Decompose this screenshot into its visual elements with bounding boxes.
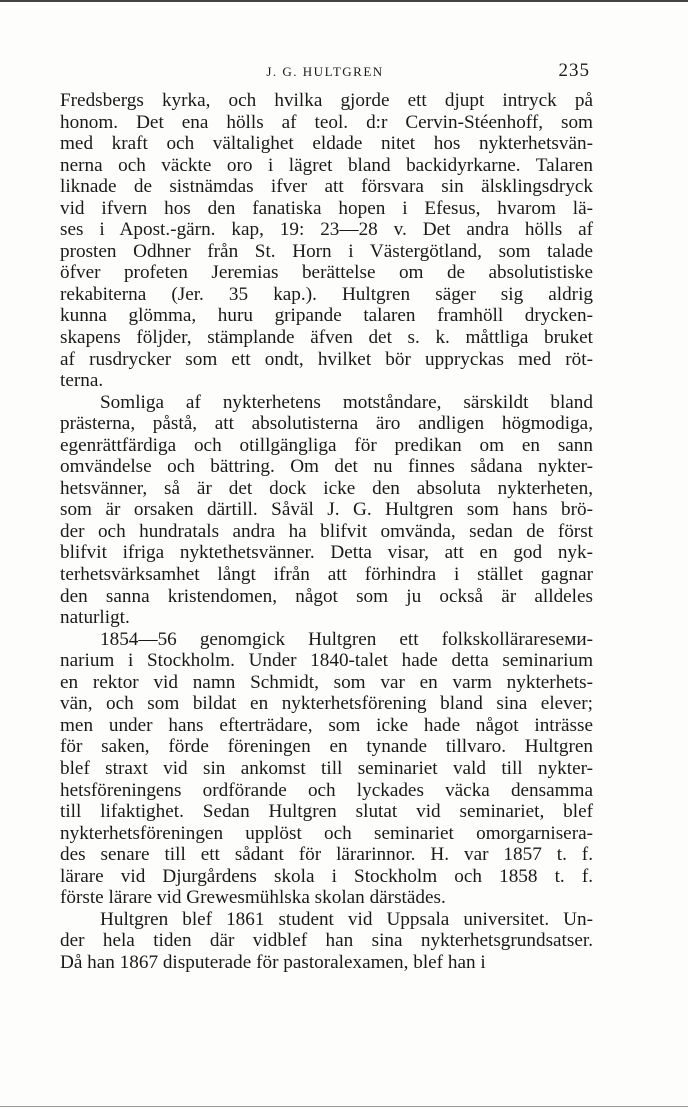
paragraph — [60, 629, 593, 909]
text-line: men under hans efterträdare, som icke hade något inträsse — [60, 714, 593, 736]
text-line: skapens följder, stämplande äfven det s. k. måttliga bruket — [60, 327, 593, 349]
text-line: med kraft och vältalighet eldade nitet hos nykterhetsvän- — [60, 133, 593, 155]
text-line: Fredsbergs kyrka, och hvilka gjorde ett djupt intryck på — [60, 90, 593, 111]
text-line: vän, och som bildat en nykterhetsförening bland sina elever; — [60, 693, 593, 715]
text-line: prästerna, påstå, att absolutisterna äro andligen högmodiga, — [60, 413, 593, 435]
text-line: hetsvänner, så är det dock icke den absoluta nykterheten, — [60, 477, 593, 499]
text-line: Då han 1867 disputerade för pastoralexamen, blef han i — [60, 951, 486, 973]
text-line: lärare vid Djurgårdens skola i Stockholm och 1858 t. f. — [60, 865, 593, 887]
paragraph — [60, 392, 593, 629]
text-line: blef straxt vid sin ankomst till seminariet vald till nykter- — [60, 757, 593, 779]
text-line: terhetsvärksamhet långt ifrån att förhindra i stället gagnar — [60, 564, 593, 586]
text-line: nerna och väckte oro i lägret bland backidyrkarne. Talaren — [60, 154, 593, 176]
text-line: naturligt. — [60, 607, 130, 629]
text-line: kunna glömma, huru gripande talaren framhöll drycken- — [60, 305, 593, 327]
text-line: hetsföreningens ordförande och lyckades väcka densamma — [60, 779, 593, 801]
text-line: vid ifvern hos den fanatiska hopen i Efesus, hvarom lä- — [60, 197, 593, 219]
text-line: en rektor vid namn Schmidt, som var en varm nykterhets- — [60, 671, 593, 693]
text-line: den sanna kristendomen, något som ju också är alldeles — [60, 585, 593, 607]
text-line: af rusdrycker som ett ondt, hvilket bör uppryckas med röt- — [60, 348, 593, 370]
text-line: des senare till ett sådant för lärarinnor. H. var 1857 t. f. — [60, 844, 593, 866]
text-line: liknade de sistnämdas ifver att försvara sin älsklingsdryck — [60, 176, 593, 198]
text-line: nykterhetsföreningen upplöst och seminariet omorgarnisera- — [60, 822, 593, 844]
text-line: till lifaktighet. Sedan Hultgren slutat vid seminariet, blef — [60, 801, 593, 823]
bottom-rule — [0, 1106, 688, 1107]
text-line: förste lärare vid Grewesmühlska skolan därstädes. — [60, 887, 446, 909]
text-line: omvändelse och bättring. Om det nu finnes sådana nykter- — [60, 456, 593, 478]
text-line: honom. Det ena hölls af teol. d:r Cervin-Stéenhoff, som — [60, 111, 593, 133]
text-line: egenrättfärdiga och otillgängliga för predikan om en sann — [60, 434, 593, 456]
body-text — [60, 90, 593, 973]
text-line: 1854—56 genomgick Hultgren ett folkskollärareseми- — [100, 628, 593, 650]
text-line: prosten Odhner från St. Horn i Västergötland, som talade — [60, 240, 593, 262]
running-head: J. G. HULTGREN — [266, 64, 384, 79]
text-line: öfver profeten Jeremias berättelse om de absolutistiske — [60, 262, 593, 284]
top-rule — [0, 0, 688, 2]
text-line: terna. — [60, 370, 104, 392]
text-line: blifvit ifriga nyktethetsvänner. Detta visar, att en god nyk- — [60, 542, 593, 564]
paragraph — [60, 909, 593, 974]
text-line: Somliga af nykterhetens motståndare, särskildt bland — [100, 391, 593, 413]
text-line: som är orsaken därtill. Såväl J. G. Hultgren som hans brö- — [60, 499, 593, 521]
text-line: ses i Apost.-gärn. kap, 19: 23—28 v. Det andra hölls af — [60, 219, 593, 241]
text-line: Hultgren blef 1861 student vid Uppsala universitet. Un- — [100, 908, 593, 930]
page-header — [60, 60, 590, 84]
paragraph — [60, 90, 593, 392]
text-line: rekabiterna (Jer. 35 kap.). Hultgren säger sig aldrig — [60, 283, 593, 305]
text-line: för saken, förde föreningen en tynande tillvaro. Hultgren — [60, 736, 593, 758]
page-number: 235 — [558, 60, 590, 81]
text-line: der hela tiden där vidblef han sina nykterhetsgrundsatser. — [60, 930, 593, 952]
text-line: narium i Stockholm. Under 1840-talet hade detta seminarium — [60, 650, 593, 672]
text-line: der och hundratals andra ha blifvit omvända, sedan de först — [60, 520, 593, 542]
